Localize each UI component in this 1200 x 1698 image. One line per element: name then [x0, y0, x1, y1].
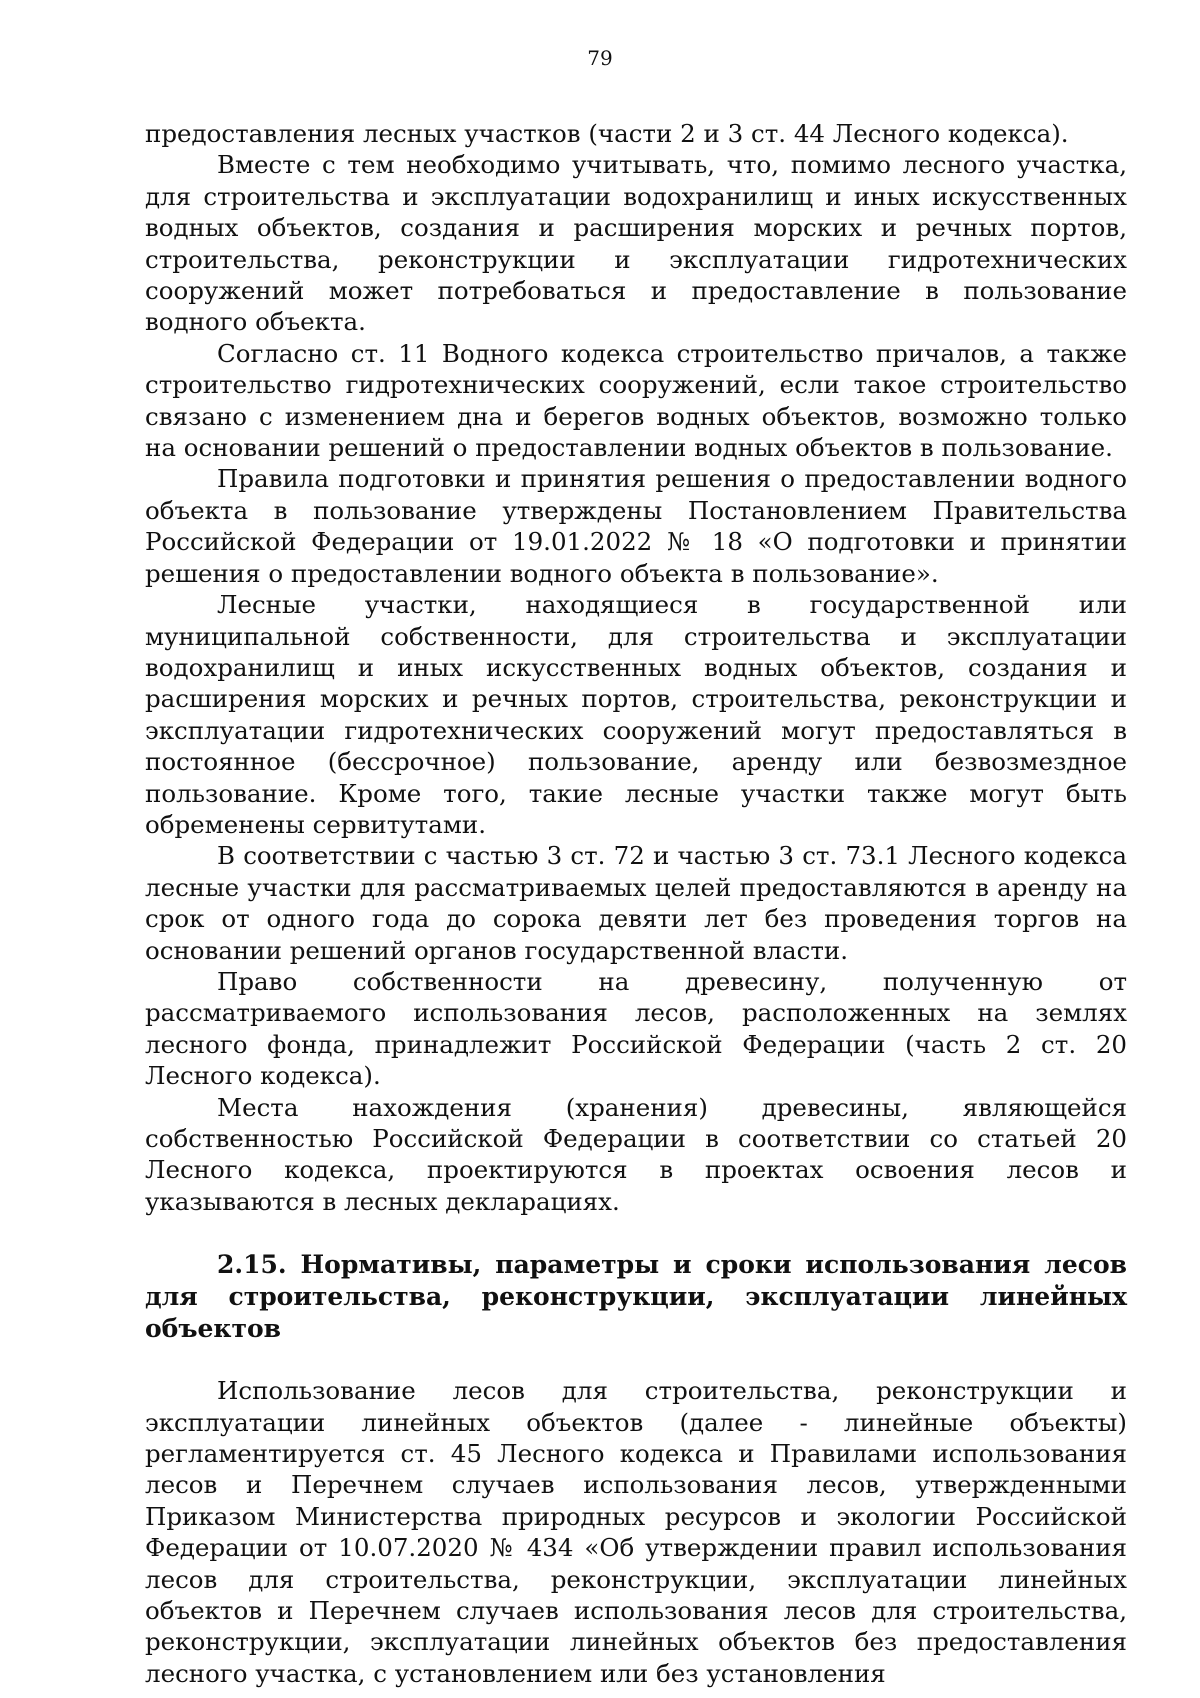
paragraph: Места нахождения (хранения) древесины, являющейся собственностью Российской Федерации в соответствии со статьей 20 Лесного кодекса, проектируются в проектах освоения лесов и указываются в лесных декларациях. — [145, 1092, 1127, 1216]
section-heading: 2.15. Нормативы, параметры и сроки использования лесов для строительства, реконструкции, эксплуатации линейных объектов — [145, 1250, 1127, 1344]
paragraph: Правила подготовки и принятия решения о предоставлении водного объекта в пользование утверждены Постановлением Правительства Российской Федерации от 19.01.2022 № 18 «О подготовки и принятии решения о предоставлении водного объекта в пользование». — [145, 464, 1127, 588]
paragraph: Использование лесов для строительства, реконструкции и эксплуатации линейных объектов (далее - линейные объекты) регламентируется ст. 45 Лесного кодекса и Правилами использования лесов и Перечнем случаев использования лесов, утвержденными Приказом Министерства природных ресурсов и экологии Российской Федерации от 10.07.2020 № 434 «Об утверждении правил использования лесов для строительства, реконструкции, эксплуатации линейных объектов и Перечнем случаев использования лесов для строительства, реконструкции, эксплуатации линейных объектов без предоставления лесного участка, с установлением или без установления — [145, 1376, 1127, 1688]
document-body — [145, 118, 1127, 1689]
paragraph: В соответствии с частью 3 ст. 72 и частью 3 ст. 73.1 Лесного кодекса лесные участки для рассматриваемых целей предоставляются в аренду на срок от одного года до сорока девяти лет без проведения торгов на основании решений органов государственной власти. — [145, 841, 1127, 965]
paragraph: Лесные участки, находящиеся в государственной или муниципальной собственности, для строительства и эксплуатации водохранилищ и иных искусственных водных объектов, создания и расширения морских и речных портов, строительства, реконструкции и эксплуатации гидротехнических сооружений могут предоставляться в постоянное (бессрочное) пользование, аренду или безвозмездное пользование. Кроме того, такие лесные участки также могут быть обременены сервитутами. — [145, 590, 1127, 839]
paragraph: предоставления лесных участков (части 2 и 3 ст. 44 Лесного кодекса). — [145, 119, 1069, 148]
paragraph: Право собственности на древесину, полученную от рассматриваемого использования лесов, расположенных на землях лесного фонда, принадлежит Российской Федерации (часть 2 ст. 20 Лесного кодекса). — [145, 966, 1127, 1091]
paragraph: Вместе с тем необходимо учитывать, что, помимо лесного участка, для строительства и эксплуатации водохранилищ и иных искусственных водных объектов, создания и расширения морских и речных портов, строительства, реконструкции и эксплуатации гидротехнических сооружений может потребоваться и предоставление в пользование водного объекта. — [145, 150, 1127, 337]
paragraph: Согласно ст. 11 Водного кодекса строительство причалов, а также строительство гидротехнических сооружений, если такое строительство связано с изменением дна и берегов водных объектов, возможно только на основании решений о предоставлении водных объектов в пользование. — [145, 338, 1127, 463]
page-number: 79 — [587, 46, 613, 70]
